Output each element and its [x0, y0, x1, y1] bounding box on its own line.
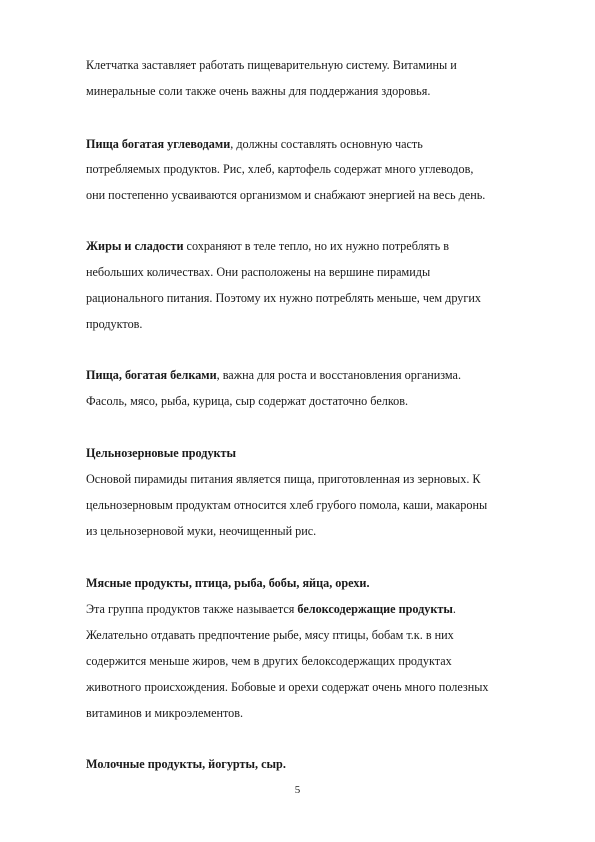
- paragraph-fiber-line-2: минеральные соли также очень важны для поддержания здоровья.: [86, 84, 431, 98]
- paragraph-meat-line-4: животного происхождения. Бобовые и орехи содержат очень много полезных: [86, 680, 489, 694]
- carbs-line-1-text: , должны составлять основную часть: [230, 137, 423, 151]
- paragraph-protein-line-1: [86, 368, 461, 382]
- paragraph-fats-line-3: рационального питания. Поэтому их нужно потреблять меньше, чем других: [86, 291, 481, 305]
- paragraph-fiber-line-1: Клетчатка заставляет работать пищеварительную систему. Витамины и: [86, 58, 457, 72]
- fats-term: Жиры и сладости: [86, 239, 184, 253]
- protein-term: Пища, богатая белками: [86, 368, 217, 382]
- heading-whole-grains: Цельнозерновые продукты: [86, 446, 237, 460]
- heading-dairy-products: Молочные продукты, йогурты, сыр.: [86, 757, 286, 771]
- paragraph-fats-line-4: продуктов.: [86, 317, 143, 331]
- meat-line-1-start: Эта группа продуктов также называется: [86, 602, 298, 616]
- protein-line-1-text: , важна для роста и восстановления организма.: [216, 368, 461, 382]
- paragraph-carbs-line-1: [86, 137, 423, 151]
- paragraph-fats-line-2: небольших количествах. Они расположены на вершине пирамиды: [86, 265, 431, 279]
- paragraph-meat-line-1: [86, 602, 456, 616]
- paragraph-meat-line-2: Желательно отдавать предпочтение рыбе, мясу птицы, бобам т.к. в них: [86, 628, 454, 642]
- paragraph-grains-line-3: из цельнозерновой муки, неочищенный рис.: [86, 524, 317, 538]
- paragraph-protein-line-2: Фасоль, мясо, рыба, курица, сыр содержат достаточно белков.: [86, 394, 409, 408]
- paragraph-fats-line-1: [86, 239, 449, 253]
- paragraph-meat-line-5: витаминов и микроэлементов.: [86, 706, 244, 720]
- protein-products-term: белоксодержащие продукты: [297, 602, 453, 616]
- meat-line-1-end: .: [452, 602, 456, 616]
- paragraph-grains-line-1: Основой пирамиды питания является пища, приготовленная из зерновых. К: [86, 472, 481, 486]
- paragraph-meat-line-3: содержится меньше жиров, чем в других белоксодержащих продуктах: [86, 654, 452, 668]
- fats-line-1-text: сохраняют в теле тепло, но их нужно потреблять в: [183, 239, 449, 253]
- heading-meat-products: Мясные продукты, птица, рыба, бобы, яйца, орехи.: [86, 576, 370, 590]
- paragraph-grains-line-2: цельнозерновым продуктам относится хлеб грубого помола, каши, макароны: [86, 498, 488, 512]
- carbs-term: Пища богатая углеводами: [86, 137, 231, 151]
- page-number: 5: [294, 784, 301, 796]
- paragraph-carbs-line-3: они постепенно усваиваются организмом и снабжают энергией на весь день.: [86, 188, 486, 202]
- paragraph-carbs-line-2: потребляемых продуктов. Рис, хлеб, картофель содержат много углеводов,: [86, 162, 474, 176]
